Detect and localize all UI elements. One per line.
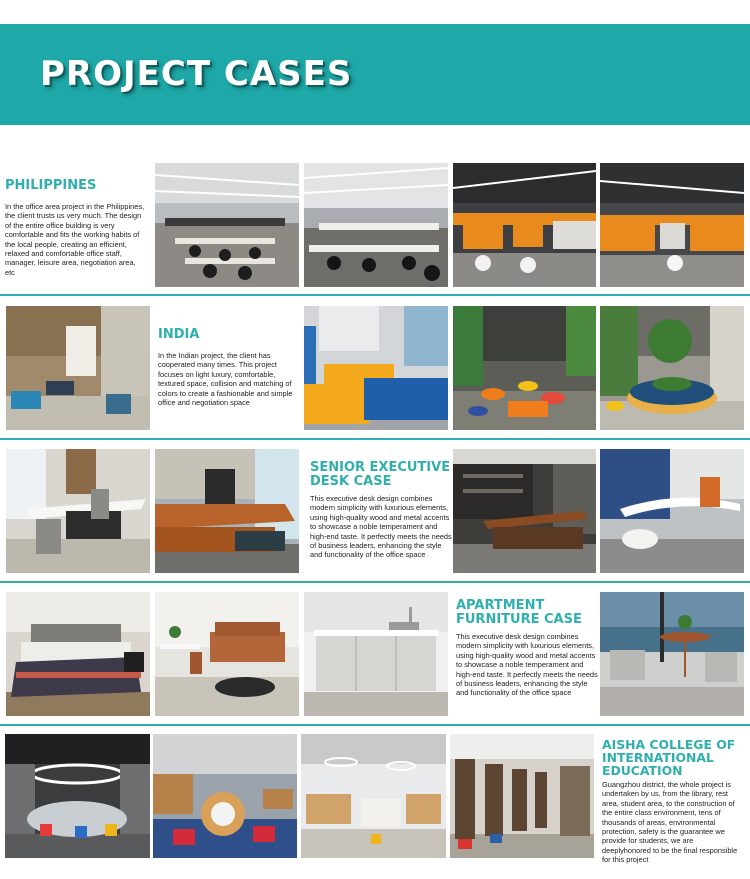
modular-sofa-photo [304,306,448,430]
bedroom-photo [6,592,150,716]
section-divider [0,438,750,440]
colorful-lounge-photo [453,306,596,430]
round-planter-sofa-photo [600,306,744,430]
section-description: This executive desk design combines modern simplicity with luxurious elements, using high-quality wood and metal accents to showcase a noble temperament and high-end taste. It perfectly meets the needs of business leaders, enhancing the style and functionality of the office space [310,494,452,560]
dining-chairs-photo [600,592,744,716]
section-title: AISHA COLLEGE OF INTERNATIONAL EDUCATION [602,737,736,779]
curved-white-desk-photo [600,449,744,573]
orange-partition-workstations-alt-photo [600,163,744,287]
section-description: In the office area project in the Philippines, the client trusts us very much. The design of the entire office building is very comfortable and fits the working habits of the local people, creating an efficient, relaxed and comfortable office staff, manager, leisure area, negotiation area, etc [5,202,145,277]
wood-executive-desk-photo [155,449,299,573]
section-divider [0,724,750,726]
page-title: PROJECT CASES [40,54,353,94]
header-banner [0,24,750,125]
library-ring-light-photo [5,734,150,858]
white-executive-desk-photo [6,449,150,573]
section-divider [0,294,750,296]
kitchen-cabinet-photo [304,592,448,716]
section-description: In the Indian project, the client has cooperated many times. This project focuses on light luxury, comfortable, textured space, collision and matching of colors to create a fashionable and simple office and negotiation space [158,351,293,407]
living-room-photo [155,592,299,716]
section-title: APARTMENT FURNITURE CASE [456,598,582,627]
section-divider [0,581,750,583]
library-shelves-photo [301,734,446,858]
library-seating-photo [153,734,297,858]
open-office-workstations-photo [304,163,448,287]
section-title: INDIA [158,327,200,342]
open-office-photo [155,163,299,287]
orange-partition-workstations-photo [453,163,596,287]
lounge-area-photo [6,306,150,430]
bookshelf-aisle-photo [450,734,594,858]
section-title: SENIOR EXECUTIVE DESK CASE [310,460,451,489]
dark-executive-desk-photo [453,449,596,573]
section-description: This executive desk design combines modern simplicity with luxurious elements, using high-quality wood and metal accents to showcase a noble temperament and high-end taste. It perfectly meets the needs of business leaders, enhancing the style and functionality of the office space [456,632,598,698]
section-description: Guangzhou district, the whole project is undertaken by us, from the library, rest area, student area, to the construction of the entire class environment, tens of thousands of areas, environmental protection, safety is the guarantee we provide for students, we are deeplyhonored to be the final responsible for this project [602,780,738,865]
section-title: PHILIPPINES [5,178,97,193]
